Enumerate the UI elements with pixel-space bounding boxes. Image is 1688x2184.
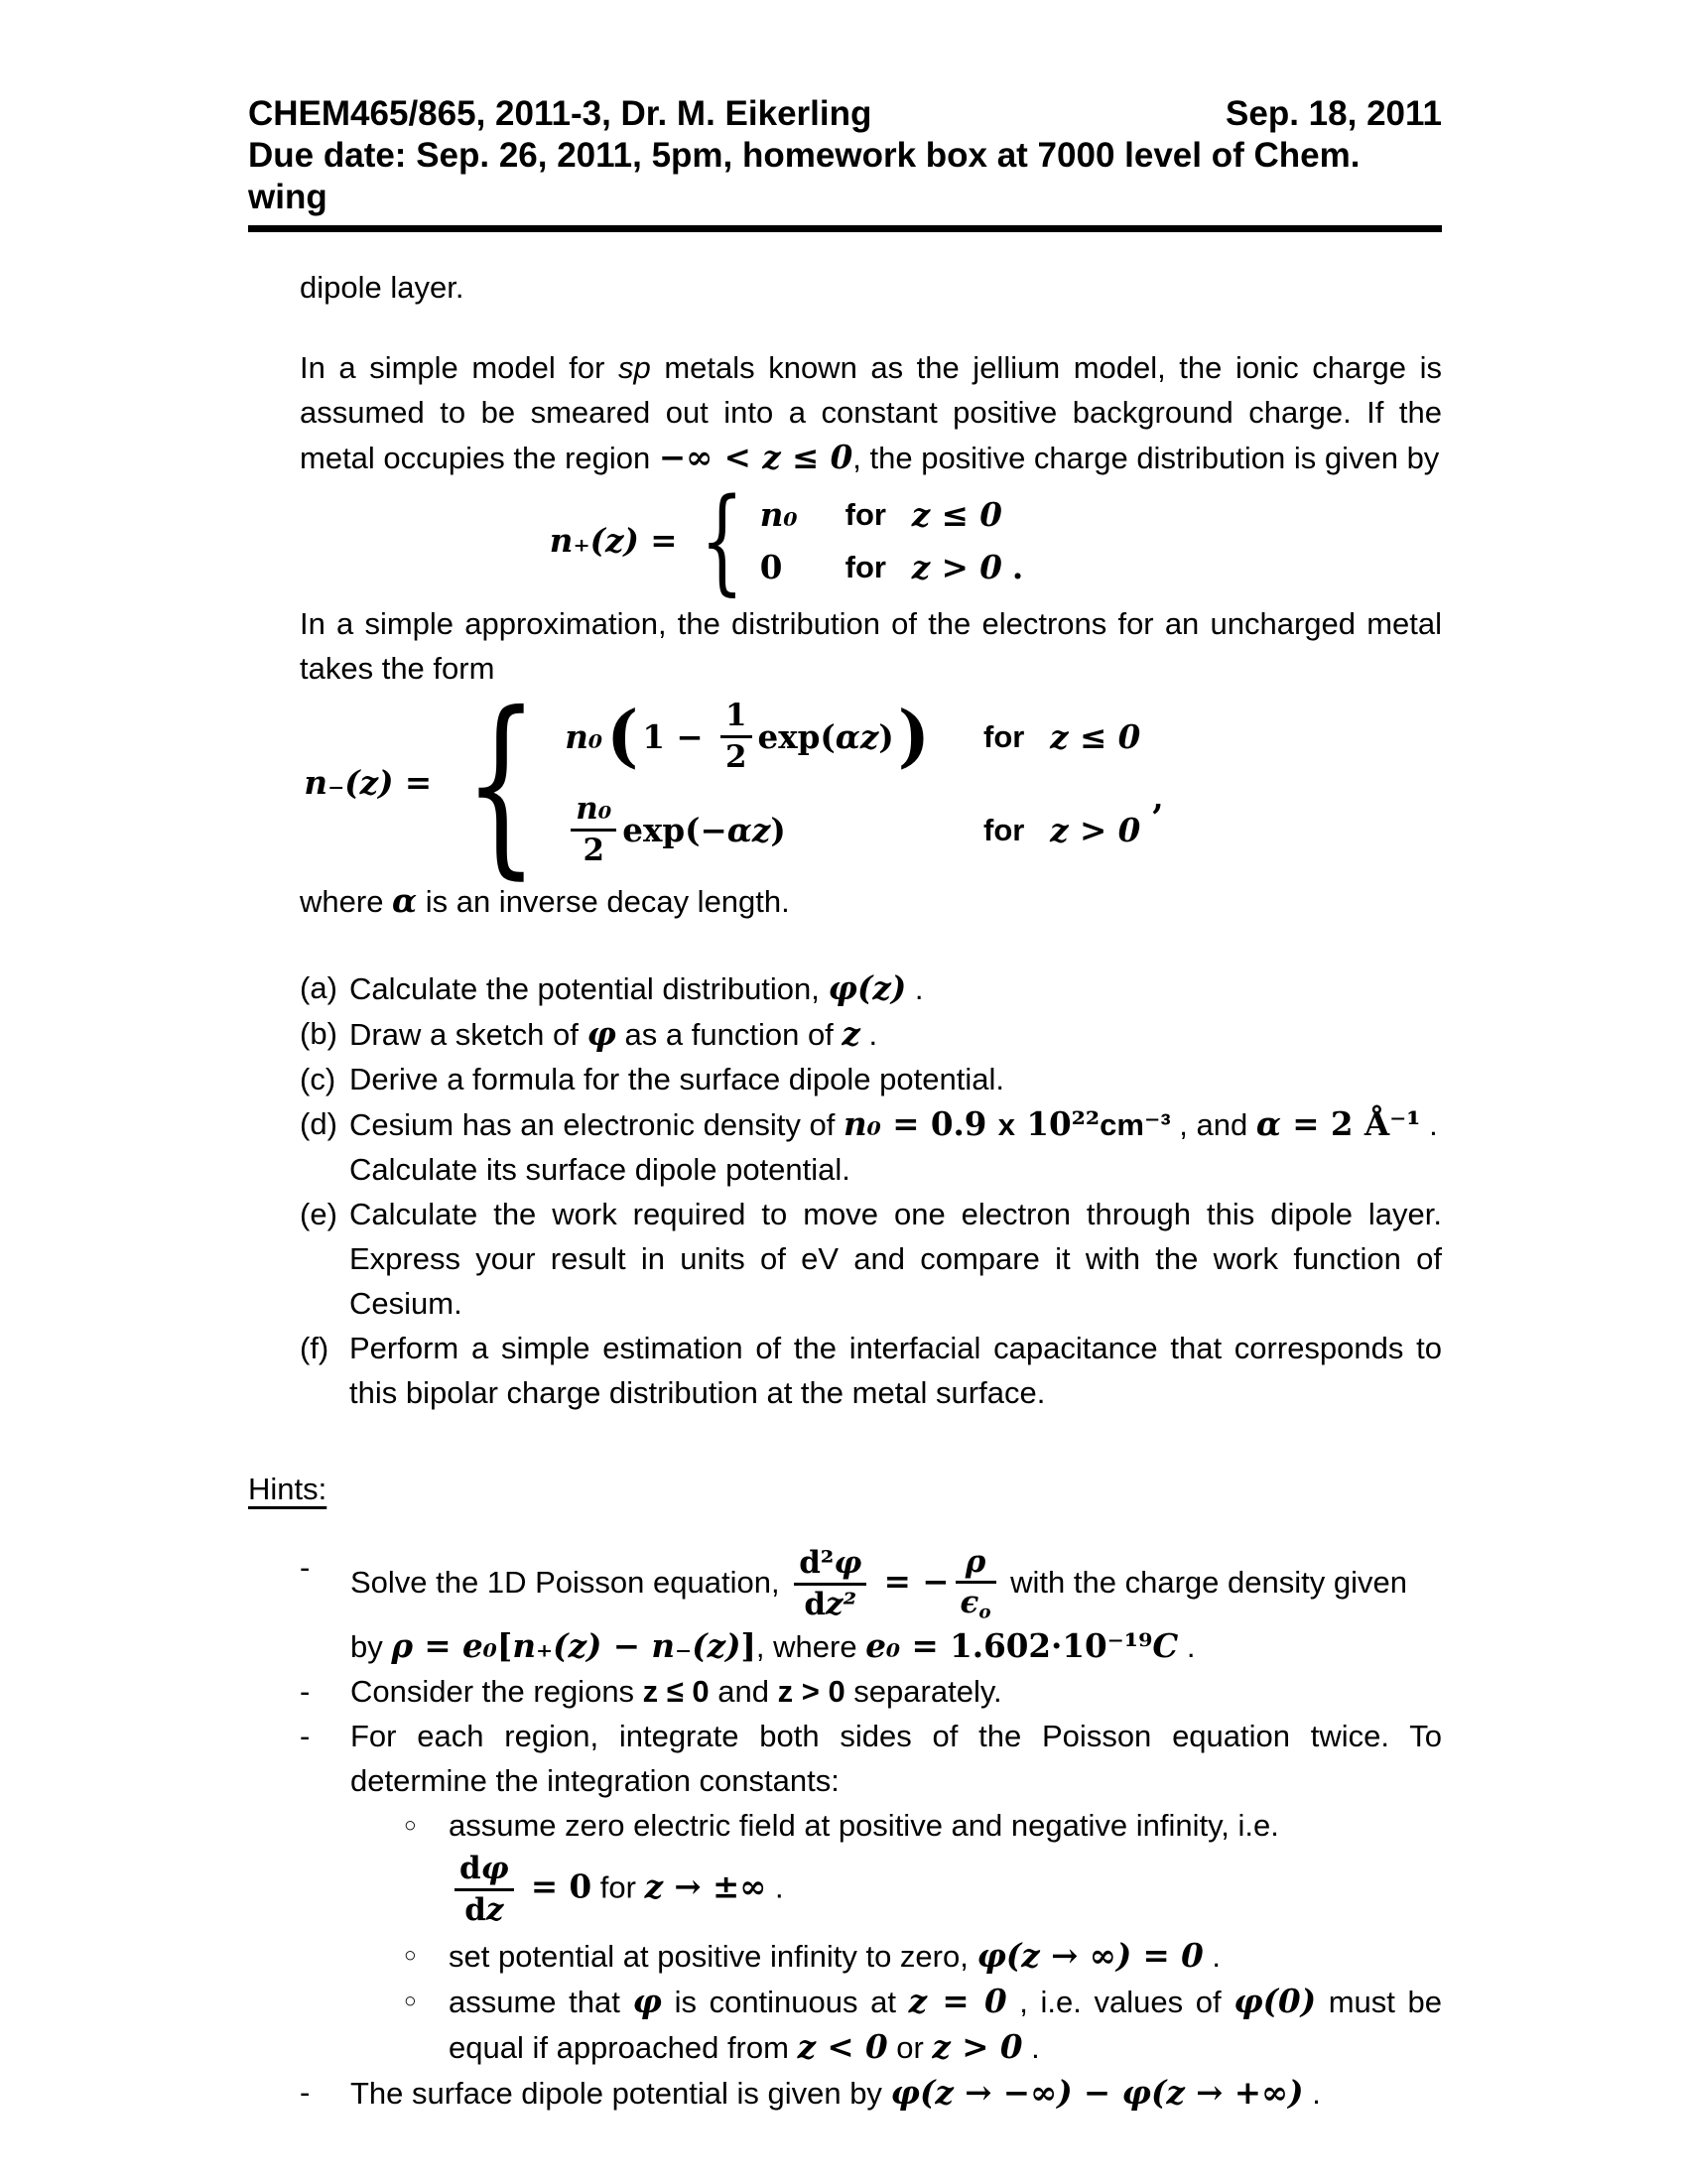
equation-comma: , (1152, 777, 1164, 817)
text-run: φ(0) (1234, 1982, 1317, 2021)
text-run: set potential at positive infinity to zero, (449, 1939, 977, 1975)
text-run (1024, 714, 1050, 759)
text-run: = 0.9 (880, 1103, 998, 1143)
text-run: = 1.602·10⁻¹⁹ (900, 1626, 1153, 1666)
text-run: Perform a simple estimation of the interfacial capacitance that corresponds to this bipolar charge distribution at the metal surface. (349, 1330, 1442, 1410)
item-marker: (f) (300, 1330, 329, 1365)
subhint-text (449, 1933, 1442, 1979)
text-run: , and (1170, 1106, 1256, 1142)
item-line (349, 1101, 1442, 1147)
text-run: cm⁻³ (1100, 1106, 1171, 1142)
text-run: x (997, 1106, 1016, 1142)
case-value (760, 545, 798, 589)
equation-electron-distribution (300, 670, 1442, 896)
text-run: Derive a formula for the surface dipole potential. (349, 1061, 1004, 1096)
fraction-bar (720, 735, 752, 738)
text-run: d (804, 1586, 827, 1622)
header-line1 (248, 93, 1442, 135)
hint-surface-dipole (300, 2070, 1442, 2116)
subhint-line (449, 1803, 1442, 1848)
item-d (300, 1101, 1442, 1192)
hint-line (350, 1545, 1442, 1624)
item-marker: (a) (300, 969, 337, 1005)
text-run: = − (872, 1561, 950, 1601)
text-run: exp (757, 716, 821, 756)
text-run: φ(z → −∞) − φ(z → +∞) (890, 2073, 1304, 2113)
text-run: with the charge density given (1001, 1564, 1407, 1600)
text-run: for (983, 812, 1025, 847)
text-run: ρ (965, 1543, 986, 1580)
fraction (956, 1545, 996, 1624)
text-run: dipole layer. (300, 270, 464, 305)
text-run: assume that (449, 1985, 633, 2020)
text-run: n₀ (565, 716, 603, 756)
text-run: , i.e. values of (1006, 1985, 1234, 2020)
item-line (349, 1147, 1442, 1192)
text-run: . (1203, 1939, 1222, 1975)
brace-glyph: { (700, 473, 744, 607)
item-a (300, 965, 1442, 1011)
hint-text (350, 1669, 1442, 1714)
case-condition (983, 714, 1140, 759)
text-run: φ(z → ∞) = 0 (976, 1936, 1204, 1976)
text-run: φ (834, 1545, 862, 1582)
text-run: αz (835, 716, 879, 756)
circle-bullet: ○ (404, 1990, 417, 2013)
text-run: . (1022, 2030, 1040, 2066)
text-run: = (638, 521, 678, 560)
item-e (300, 1192, 1442, 1326)
item-marker: (b) (300, 1015, 337, 1051)
text-run: ( (820, 716, 836, 756)
text-run: ] (740, 1626, 756, 1666)
text-run: . (1178, 1629, 1196, 1665)
item-text (349, 1057, 1442, 1101)
fraction (794, 1546, 866, 1621)
text-run: 1 − (642, 716, 714, 756)
text-run: C (1152, 1626, 1179, 1666)
text-run: n₀ (843, 1103, 881, 1143)
text-run: = 0 (519, 1866, 592, 1906)
text-run: z → ±∞ (644, 1866, 767, 1906)
text-run: n₀ (759, 495, 798, 534)
equation-lhs (550, 518, 678, 564)
equation-lhs (304, 760, 432, 806)
due-date-line: Due date: Sep. 26, 2011, 5pm, homework box at 7000 level of Chem. wing (248, 136, 1361, 216)
text-run: z < 0 (797, 2027, 888, 2067)
text-run: metals known as the jellium model, the ionic charge is assumed to be smeared out into a constant positive background charge. If the metal occupies the region (300, 350, 1442, 475)
hints-list (300, 1545, 1442, 2117)
item-text (349, 1192, 1442, 1326)
subhint-zero-potential (404, 1933, 1442, 1979)
case-condition (983, 808, 1140, 852)
text-run: Calculate the potential distribution, (349, 970, 829, 1006)
text-run: is continuous at (661, 1985, 909, 2020)
text-run: φ (632, 1982, 662, 2021)
text-run: Calculate the work required to move one electron through this dipole layer. Express your result in units of eV and compare it with the work function of Cesium. (349, 1196, 1442, 1321)
case-condition (845, 492, 1002, 537)
header (248, 93, 1442, 218)
text-run: z > 0 (1050, 810, 1141, 849)
text-run: z > 0 (777, 1674, 845, 1710)
text-run: sp (618, 350, 651, 385)
case-value: n₀ ( 1 − $\frac{1}{2}$ exp ( αz ) ) (565, 697, 930, 777)
text-run: where (300, 883, 393, 919)
case-value (565, 792, 934, 867)
text-run: Consider the regions (350, 1674, 643, 1710)
text-run: d² (799, 1545, 835, 1582)
text-run: d (464, 1891, 486, 1928)
text-run: . (859, 1016, 878, 1052)
bullet-dash: - (300, 1674, 311, 1710)
item-f (300, 1326, 1442, 1415)
text-run: e₀ (461, 1626, 497, 1666)
subhint-continuity (404, 1979, 1442, 2070)
text-run: α (392, 880, 418, 920)
item-text (349, 1326, 1442, 1415)
text-run: z (842, 1013, 860, 1053)
item-marker: (e) (300, 1196, 337, 1231)
text-run: for (844, 497, 886, 532)
text-run: z > 0 (932, 2027, 1023, 2067)
text-run (886, 492, 912, 537)
text-run: 2 (583, 832, 604, 868)
header-date: Sep. 18, 2011 (1226, 94, 1442, 133)
hint-text (350, 2070, 1442, 2116)
text-run: z ≤ 0 (1050, 716, 1141, 756)
hint-line (350, 1623, 1442, 1669)
text-run: for (591, 1869, 645, 1905)
text-run: α (1255, 1103, 1281, 1143)
text-run: e₀ (865, 1626, 901, 1666)
text-run: , where (755, 1629, 866, 1665)
text-run: ϵ (960, 1585, 979, 1621)
fraction-bar (454, 1888, 514, 1891)
hint-text (350, 1545, 1442, 1670)
equation-positive-charge-distribution (300, 473, 1442, 607)
text-run: [ (496, 1626, 513, 1666)
text-run: by (350, 1629, 392, 1665)
text-run: = 2 Å⁻¹ (1280, 1103, 1421, 1143)
text-run: z ≤ 0 (642, 1674, 710, 1710)
text-run: d (459, 1851, 481, 1887)
text-run: = (393, 763, 433, 803)
text-run: n₀ (576, 791, 612, 828)
text-run: assume zero electric field at positive and negative infinity, i.e. (449, 1808, 1279, 1844)
fraction-bar (571, 829, 616, 832)
fraction-bar (794, 1583, 866, 1586)
text-run: is an inverse decay length. (417, 883, 790, 919)
bullet-dash: - (300, 2075, 311, 2111)
circle-bullet: ○ (404, 1944, 417, 1968)
text-run: = (413, 1626, 462, 1666)
text-run: and (709, 1674, 778, 1710)
text-run: φ(z) (828, 967, 907, 1007)
text-run: n₋(z) (304, 763, 394, 803)
paragraph-jellium-model (300, 345, 1442, 480)
text-run: In a simple model for (300, 350, 619, 385)
text-run: 1 (725, 698, 747, 733)
hint-line (350, 1714, 1442, 1803)
subhint-text (449, 1979, 1442, 2070)
text-run: z ≤ 0 (911, 495, 1002, 534)
bullet-dash: - (300, 1549, 311, 1585)
text-run: 0 (759, 548, 783, 586)
subhint-text (449, 1803, 1442, 1933)
text-run: αz (726, 810, 771, 849)
hint-solve-poisson (300, 1545, 1442, 1670)
fraction-bar (956, 1581, 996, 1584)
subhint-equation (449, 1852, 1442, 1927)
item-text (349, 1011, 1442, 1057)
fraction (720, 699, 752, 774)
text-run: separately. (844, 1674, 1002, 1710)
text-run: . (766, 1869, 784, 1905)
text-run: for (983, 718, 1025, 754)
course-title: CHEM465/865, 2011-3, Dr. M. Eikerling (248, 94, 872, 133)
text-run: (− (685, 810, 727, 849)
text-run: 2 (725, 738, 747, 775)
hint-integrate-twice (300, 1714, 1442, 2070)
item-marker: (c) (300, 1061, 336, 1096)
text-run: o (978, 1602, 991, 1623)
item-c (300, 1057, 1442, 1101)
text-run: Cesium has an electronic density of (349, 1106, 844, 1142)
case-value (760, 492, 798, 537)
item-b (300, 1011, 1442, 1057)
text-run: The surface dipole potential is given by (350, 2076, 891, 2112)
text-run: φ (480, 1851, 509, 1887)
text-run: n₊(z) − n₋(z) (512, 1626, 741, 1666)
text-run (1024, 808, 1050, 852)
equation-cases (565, 699, 1140, 868)
text-run: . (1420, 1106, 1438, 1142)
text-run: exp (622, 810, 686, 849)
page-content (248, 93, 1442, 2116)
text-run: ) (770, 810, 786, 849)
text-run: z > 0 (911, 548, 1002, 586)
item-text (349, 1101, 1442, 1192)
subhint-zero-field (404, 1803, 1442, 1933)
item-text (349, 965, 1442, 1011)
text-run (886, 545, 912, 589)
item-marker: (d) (300, 1105, 337, 1141)
text-run: n₊(z) (549, 521, 639, 560)
equation-period: . (1011, 548, 1024, 586)
hints-section (248, 1467, 1442, 2117)
text-run: Solve the 1D Poisson equation, (350, 1564, 789, 1600)
header-rule (248, 225, 1442, 232)
text-run: Draw a sketch of (349, 1016, 587, 1052)
text-run: , the positive charge distribution is given by (852, 441, 1440, 475)
fraction (454, 1852, 514, 1927)
assignment-body (300, 265, 1442, 1415)
text-run: . (906, 970, 924, 1006)
text-run: z = 0 (908, 1982, 1007, 2021)
hints-heading: Hints: (248, 1471, 327, 1506)
text-run: as a function of (615, 1016, 843, 1052)
text-run: φ (586, 1013, 616, 1053)
circle-bullet: ○ (404, 1814, 417, 1838)
text-run: z² (826, 1586, 857, 1622)
task-list (300, 965, 1442, 1415)
text-run: ) (878, 716, 894, 756)
equation-cases (760, 492, 1002, 589)
brace-glyph: { (463, 670, 539, 896)
case-condition (845, 545, 1002, 589)
text-run: −∞ < z ≤ 0 (658, 438, 853, 476)
text-run: must be equal if approached from (449, 1985, 1443, 2066)
fraction (571, 792, 616, 867)
text-run: . (1303, 2076, 1321, 2112)
text-run: For each region, integrate both sides of the Poisson equation twice. To determine the integration constants: (350, 1719, 1442, 1799)
text-run: Calculate its surface dipole potential. (349, 1151, 850, 1187)
text-run: In a simple approximation, the distribution of the electrons for an uncharged metal takes the form (300, 606, 1442, 686)
hint-text (350, 1714, 1442, 2070)
text-run: 10²² (1015, 1103, 1101, 1143)
hint-consider-regions (300, 1669, 1442, 1714)
text-run: ρ (391, 1626, 414, 1666)
text-run: for (844, 550, 886, 584)
text-run: or (887, 2030, 933, 2066)
paragraph-fragment (300, 265, 1442, 310)
bullet-dash: - (300, 1719, 311, 1754)
text-run: z (485, 1891, 504, 1928)
